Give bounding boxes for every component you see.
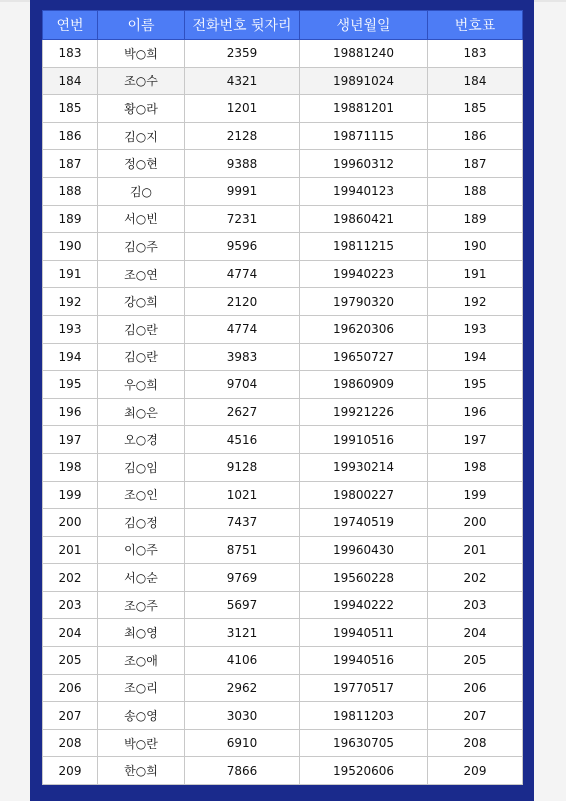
cell-ticket-number: 206 [428,674,523,702]
cell-name: 김○란 [98,315,185,343]
cell-ticket-number: 192 [428,288,523,316]
cell-birthdate: 19860909 [300,371,428,399]
cell-serial: 202 [43,564,98,592]
cell-birthdate: 19790320 [300,288,428,316]
cell-ticket-number: 189 [428,205,523,233]
table-row [43,205,523,233]
cell-serial: 196 [43,398,98,426]
cell-serial: 205 [43,647,98,675]
cell-birthdate: 19860421 [300,205,428,233]
cell-birthdate: 19770517 [300,674,428,702]
cell-birthdate: 19520606 [300,757,428,785]
cell-ticket-number: 191 [428,260,523,288]
cell-phone-last-digits: 6910 [185,729,300,757]
table-row [43,95,523,123]
table-row [43,177,523,205]
cell-birthdate: 19960430 [300,536,428,564]
cell-serial: 188 [43,177,98,205]
cell-serial: 209 [43,757,98,785]
cell-ticket-number: 197 [428,426,523,454]
cell-serial: 199 [43,481,98,509]
cell-ticket-number: 195 [428,371,523,399]
cell-birthdate: 19560228 [300,564,428,592]
cell-birthdate: 19740519 [300,509,428,537]
cell-ticket-number: 194 [428,343,523,371]
table-row [43,674,523,702]
cell-serial: 187 [43,150,98,178]
cell-name: 우○희 [98,371,185,399]
cell-name: 조○수 [98,67,185,95]
table-row [43,536,523,564]
cell-birthdate: 19800227 [300,481,428,509]
cell-name: 송○영 [98,702,185,730]
cell-serial: 194 [43,343,98,371]
cell-name: 조○주 [98,591,185,619]
cell-serial: 189 [43,205,98,233]
cell-serial: 200 [43,509,98,537]
table-row [43,233,523,261]
cell-birthdate: 19960312 [300,150,428,178]
table-row [43,315,523,343]
cell-name: 정○현 [98,150,185,178]
cell-phone-last-digits: 8751 [185,536,300,564]
cell-serial: 206 [43,674,98,702]
cell-phone-last-digits: 4774 [185,315,300,343]
cell-phone-last-digits: 4516 [185,426,300,454]
table-row [43,564,523,592]
cell-birthdate: 19940223 [300,260,428,288]
column-header-phone-last-digits: 전화번호 뒷자리 [185,11,300,40]
cell-serial: 193 [43,315,98,343]
cell-phone-last-digits: 3030 [185,702,300,730]
cell-phone-last-digits: 9704 [185,371,300,399]
cell-birthdate: 19811215 [300,233,428,261]
table-header-row [43,11,523,40]
cell-phone-last-digits: 7231 [185,205,300,233]
cell-ticket-number: 190 [428,233,523,261]
cell-name: 김○지 [98,122,185,150]
cell-birthdate: 19650727 [300,343,428,371]
cell-phone-last-digits: 5697 [185,591,300,619]
cell-ticket-number: 193 [428,315,523,343]
cell-serial: 195 [43,371,98,399]
cell-birthdate: 19940123 [300,177,428,205]
cell-serial: 191 [43,260,98,288]
cell-phone-last-digits: 9388 [185,150,300,178]
cell-name: 조○연 [98,260,185,288]
cell-serial: 197 [43,426,98,454]
cell-ticket-number: 203 [428,591,523,619]
cell-name: 김○란 [98,343,185,371]
table-row [43,67,523,95]
cell-ticket-number: 207 [428,702,523,730]
cell-phone-last-digits: 4321 [185,67,300,95]
cell-serial: 185 [43,95,98,123]
table-row [43,453,523,481]
cell-ticket-number: 204 [428,619,523,647]
cell-name: 강○희 [98,288,185,316]
cell-serial: 207 [43,702,98,730]
cell-name: 서○순 [98,564,185,592]
cell-name: 김○정 [98,509,185,537]
cell-phone-last-digits: 2128 [185,122,300,150]
cell-phone-last-digits: 9128 [185,453,300,481]
cell-phone-last-digits: 2120 [185,288,300,316]
column-header-ticket-number: 번호표 [428,11,523,40]
cell-birthdate: 19871115 [300,122,428,150]
cell-ticket-number: 205 [428,647,523,675]
cell-birthdate: 19891024 [300,67,428,95]
cell-phone-last-digits: 9991 [185,177,300,205]
cell-birthdate: 19630705 [300,729,428,757]
table-row [43,481,523,509]
roster-table [42,10,523,785]
cell-serial: 183 [43,40,98,68]
cell-phone-last-digits: 7437 [185,509,300,537]
table-row [43,729,523,757]
cell-name: 최○은 [98,398,185,426]
cell-name: 오○경 [98,426,185,454]
column-header-name: 이름 [98,11,185,40]
cell-ticket-number: 187 [428,150,523,178]
cell-ticket-number: 199 [428,481,523,509]
table-body [43,40,523,785]
table-row [43,343,523,371]
cell-serial: 192 [43,288,98,316]
cell-ticket-number: 186 [428,122,523,150]
cell-ticket-number: 208 [428,729,523,757]
table-row [43,398,523,426]
cell-serial: 204 [43,619,98,647]
cell-ticket-number: 198 [428,453,523,481]
cell-ticket-number: 184 [428,67,523,95]
table-row [43,150,523,178]
cell-ticket-number: 202 [428,564,523,592]
cell-ticket-number: 185 [428,95,523,123]
cell-serial: 198 [43,453,98,481]
cell-birthdate: 19881240 [300,40,428,68]
column-header-birthdate: 생년월일 [300,11,428,40]
cell-name: 김○ [98,177,185,205]
cell-phone-last-digits: 2962 [185,674,300,702]
cell-birthdate: 19940511 [300,619,428,647]
cell-name: 조○리 [98,674,185,702]
cell-phone-last-digits: 7866 [185,757,300,785]
cell-phone-last-digits: 4106 [185,647,300,675]
column-header-serial: 연번 [43,11,98,40]
cell-ticket-number: 201 [428,536,523,564]
cell-name: 황○라 [98,95,185,123]
cell-serial: 203 [43,591,98,619]
cell-phone-last-digits: 1021 [185,481,300,509]
cell-serial: 184 [43,67,98,95]
cell-ticket-number: 183 [428,40,523,68]
cell-serial: 201 [43,536,98,564]
table-row [43,40,523,68]
cell-birthdate: 19620306 [300,315,428,343]
cell-name: 이○주 [98,536,185,564]
table-row [43,371,523,399]
cell-name: 박○희 [98,40,185,68]
cell-ticket-number: 196 [428,398,523,426]
table-row [43,757,523,785]
table-row [43,647,523,675]
cell-phone-last-digits: 9596 [185,233,300,261]
table-frame [30,0,534,801]
table-row [43,288,523,316]
cell-name: 최○영 [98,619,185,647]
cell-phone-last-digits: 9769 [185,564,300,592]
cell-name: 김○임 [98,453,185,481]
table-row [43,702,523,730]
cell-birthdate: 19910516 [300,426,428,454]
cell-name: 조○인 [98,481,185,509]
cell-name: 조○애 [98,647,185,675]
table-row [43,619,523,647]
cell-name: 서○빈 [98,205,185,233]
table-row [43,509,523,537]
table-row [43,260,523,288]
cell-ticket-number: 200 [428,509,523,537]
cell-birthdate: 19881201 [300,95,428,123]
cell-ticket-number: 209 [428,757,523,785]
cell-ticket-number: 188 [428,177,523,205]
cell-serial: 190 [43,233,98,261]
cell-serial: 208 [43,729,98,757]
cell-name: 김○주 [98,233,185,261]
cell-serial: 186 [43,122,98,150]
cell-phone-last-digits: 2359 [185,40,300,68]
table-row [43,426,523,454]
table-row [43,122,523,150]
cell-phone-last-digits: 3983 [185,343,300,371]
cell-birthdate: 19940222 [300,591,428,619]
cell-name: 박○란 [98,729,185,757]
cell-phone-last-digits: 1201 [185,95,300,123]
cell-phone-last-digits: 3121 [185,619,300,647]
table-row [43,591,523,619]
cell-phone-last-digits: 2627 [185,398,300,426]
cell-name: 한○희 [98,757,185,785]
cell-birthdate: 19921226 [300,398,428,426]
cell-birthdate: 19940516 [300,647,428,675]
cell-phone-last-digits: 4774 [185,260,300,288]
cell-birthdate: 19930214 [300,453,428,481]
cell-birthdate: 19811203 [300,702,428,730]
